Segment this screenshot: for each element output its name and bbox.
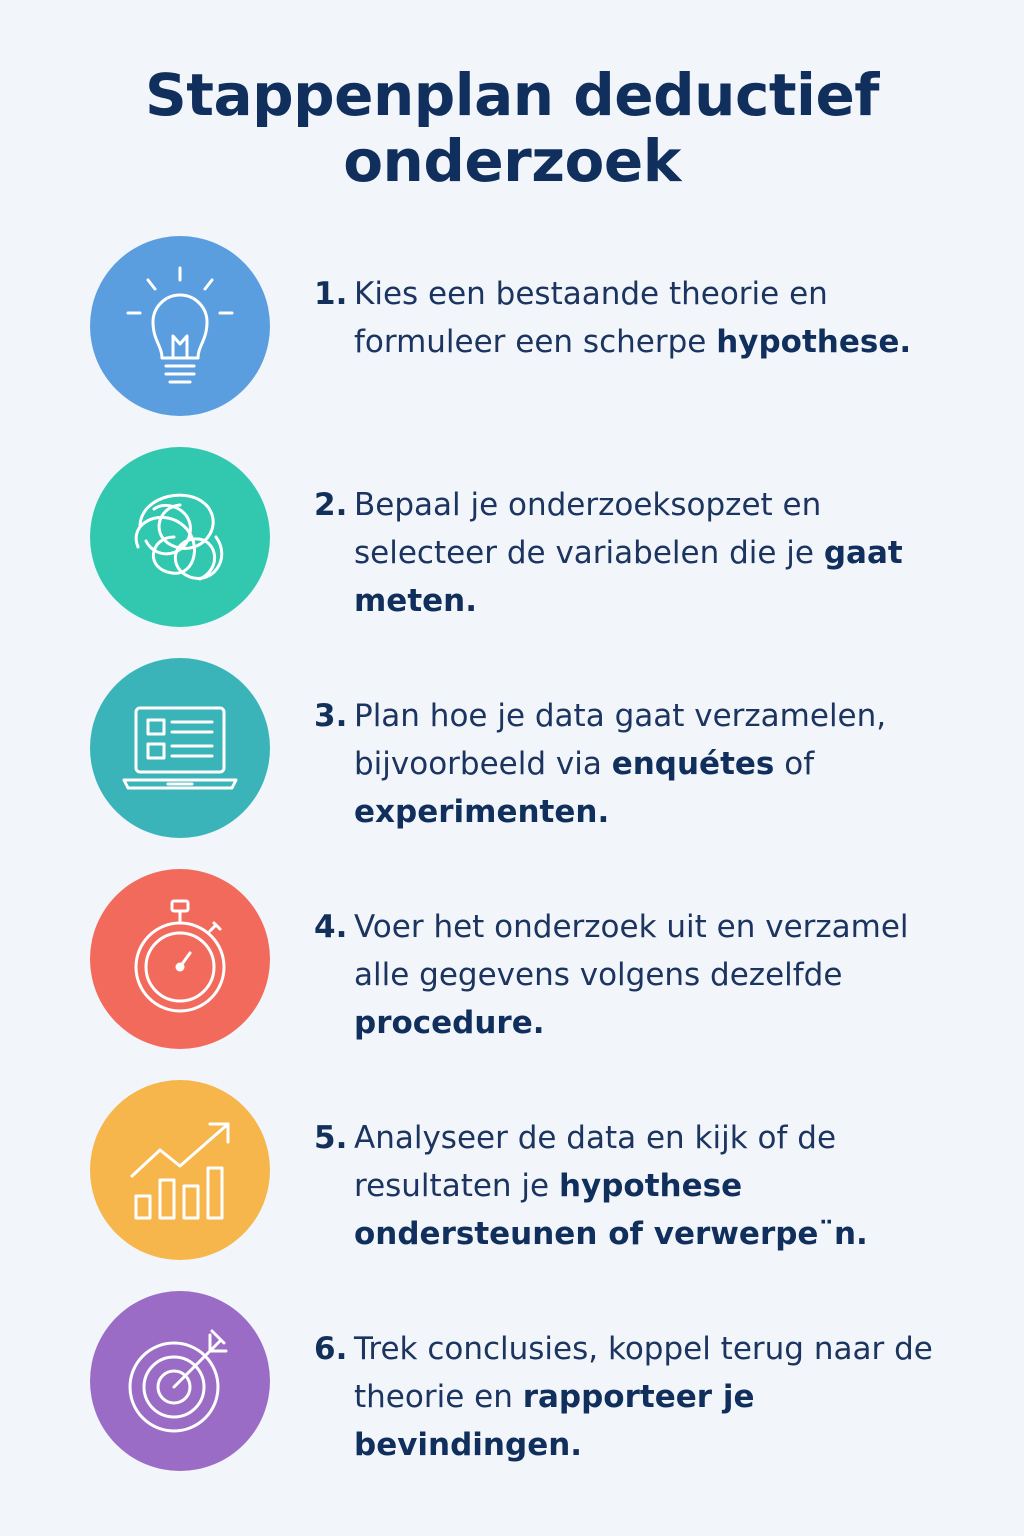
step-1-description: Kies een bestaande theorie en formuleer een scherpe [354, 276, 828, 360]
step-6-bold: rapporteer je bevindingen. [354, 1379, 755, 1463]
step-4-circle [90, 869, 270, 1049]
step-3 [90, 658, 990, 840]
step-3-description: Plan hoe je data gaat verzamelen, bijvoorbeeld via [354, 698, 887, 782]
target-arrow-icon [120, 1321, 240, 1441]
step-6 [90, 1291, 990, 1473]
step-2-number: 2. [314, 487, 348, 523]
title-line-2: onderzoek [343, 127, 681, 195]
stopwatch-icon [120, 899, 240, 1019]
step-4-bold: procedure. [354, 1005, 545, 1041]
step-6-number: 6. [314, 1331, 348, 1367]
step-1-number: 1. [314, 276, 348, 312]
step-1-circle [90, 236, 270, 416]
title-line-1: Stappenplan deductief [144, 61, 880, 129]
step-5-description: Analyseer de data en kijk of de resultaten je [354, 1120, 837, 1204]
step-2-bold: gaat meten. [354, 535, 903, 619]
step-1-text [314, 270, 954, 366]
step-2-circle [90, 447, 270, 627]
step-3-circle [90, 658, 270, 838]
tangled-loops-icon [120, 477, 240, 597]
step-5-number: 5. [314, 1120, 348, 1156]
step-4-text [314, 903, 954, 1047]
page-title [0, 62, 1024, 194]
step-4-number: 4. [314, 909, 348, 945]
step-2 [90, 447, 990, 629]
step-4-description: Voer het onderzoek uit en verzamel alle gegevens volgens dezelfde [354, 909, 909, 993]
step-5 [90, 1080, 990, 1262]
step-6-text [314, 1325, 954, 1469]
lightbulb-icon [120, 266, 240, 386]
step-4 [90, 869, 990, 1051]
step-1 [90, 236, 990, 418]
step-2-text [314, 481, 954, 625]
step-3-description-2: of [774, 746, 815, 782]
step-3-bold-2: experimenten. [354, 794, 610, 830]
step-3-text [314, 692, 954, 836]
step-6-description: Trek conclusies, koppel terug naar de theorie en [354, 1331, 933, 1415]
step-5-circle [90, 1080, 270, 1260]
step-5-text [314, 1114, 954, 1258]
bar-chart-trend-icon [120, 1110, 240, 1230]
step-3-bold: enquétes [611, 746, 775, 782]
step-3-number: 3. [314, 698, 348, 734]
step-5-bold: hypothese ondersteunen of verwerpe¨n. [354, 1168, 868, 1252]
step-1-bold: hypothese. [716, 324, 912, 360]
step-2-description: Bepaal je onderzoeksopzet en selecteer de variabelen die je [354, 487, 824, 571]
step-6-circle [90, 1291, 270, 1471]
laptop-checklist-icon [120, 688, 240, 808]
